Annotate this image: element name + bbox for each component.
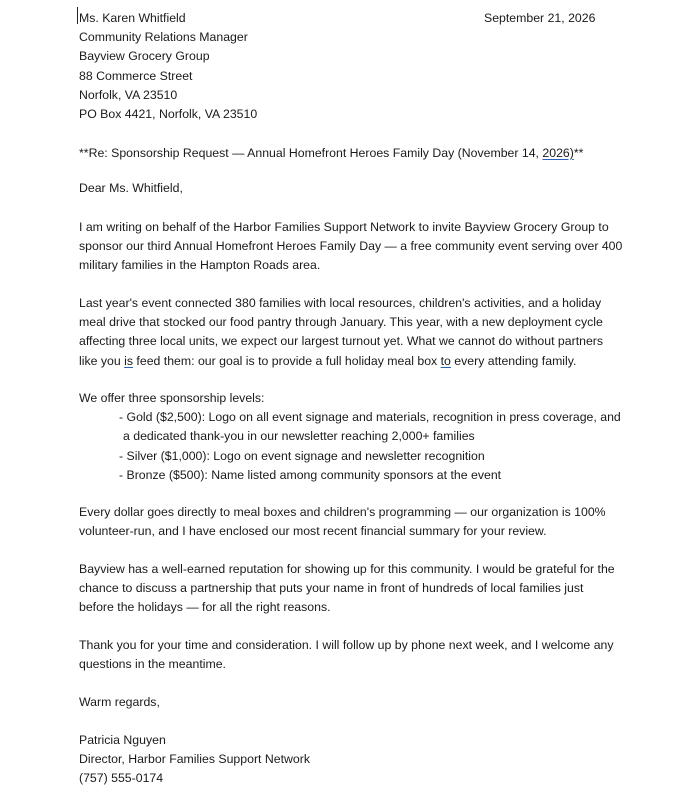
level-silver: - Silver ($1,000): Logo on event signage and newsletter recognition [119,448,485,463]
recipient-name: Ms. Karen Whitfield [79,11,186,25]
paragraph-last-year [79,294,659,371]
paragraph-line: questions in the meantime. [79,657,226,672]
paragraph-line: Bayview has a well-earned reputation for showing up for this community. I would be grateful for the [79,562,615,576]
recipient-company: Bayview Grocery Group [79,49,210,63]
level-bronze: - Bronze ($500): Name listed among community sponsors at the event [119,467,502,482]
paragraph-line: I am writing on behalf of the Harbor Families Support Network to invite Bayview Grocery Group to [79,220,609,234]
grammar-flag-is: is [124,353,134,368]
sender-title: Director, Harbor Families Support Network [79,752,310,766]
paragraph-line: Thank you for your time and consideration. I will follow up by phone next week, and I welcome any [79,638,614,652]
paragraph-dollar [79,503,659,541]
paragraph-line: Every dollar goes directly to meal boxes and children's programming — our organization is 100% [79,505,606,519]
text-run: feed them: our goal is to provide a full holiday meal box [133,353,441,368]
level-gold-continued: a dedicated thank-you in our newsletter reaching 2,000+ families [123,429,475,444]
recipient-city: Norfolk, VA 23510 [79,88,178,102]
letter-date: September 21, 2026 [484,11,596,25]
paragraph-line: before the holidays — for all the right reasons. [79,600,331,615]
paragraph-invitation [79,218,659,276]
subject-text: **Re: Sponsorship Request — Annual Homefront Heroes Family Day (November 14, [79,146,543,160]
text-run: like you [79,353,125,368]
paragraph-line: volunteer-run, and I have enclosed our most recent financial summary for your review. [79,524,547,539]
paragraph-line [79,352,659,371]
recipient-title: Community Relations Manager [79,30,248,44]
subject-line [79,144,583,163]
levels-intro: We offer three sponsorship levels: [79,391,265,405]
paragraph-thanks [79,636,659,674]
recipient-street: 88 Commerce Street [79,69,193,83]
level-gold: - Gold ($2,500): Logo on all event signage and materials, recognition in press coverage, and [119,410,621,425]
sender-phone: (757) 555-0174 [79,771,164,785]
sponsorship-levels [79,389,659,485]
text-run: every attending family. [450,353,577,368]
paragraph-line: military families in the Hampton Roads area. [79,258,321,273]
paragraph-line: meal drive that stocked our food pantry through January. This year, with a new deployment cycle [79,315,603,330]
closing: Warm regards, [79,695,160,709]
paragraph-reputation [79,560,659,618]
paragraph-line: Last year's event connected 380 families with local resources, children's activities, and a holiday [79,296,602,310]
grammar-flag-to: to [440,353,451,368]
text-cursor [77,7,78,24]
sender-name: Patricia Nguyen [79,733,166,747]
paragraph-line: affecting three local units, we expect our largest turnout yet. What we cannot do without partners [79,334,604,349]
salutation: Dear Ms. Whitfield, [79,181,183,195]
paragraph-line: chance to discuss a partnership that puts your name in front of hundreds of local families just [79,581,584,596]
recipient-po-box: PO Box 4421, Norfolk, VA 23510 [79,107,258,121]
subject-year: 2026) [542,146,574,160]
paragraph-line: sponsor our third Annual Homefront Heroes Family Day — a free community event serving over 400 [79,239,623,254]
subject-end: ** [573,146,584,160]
